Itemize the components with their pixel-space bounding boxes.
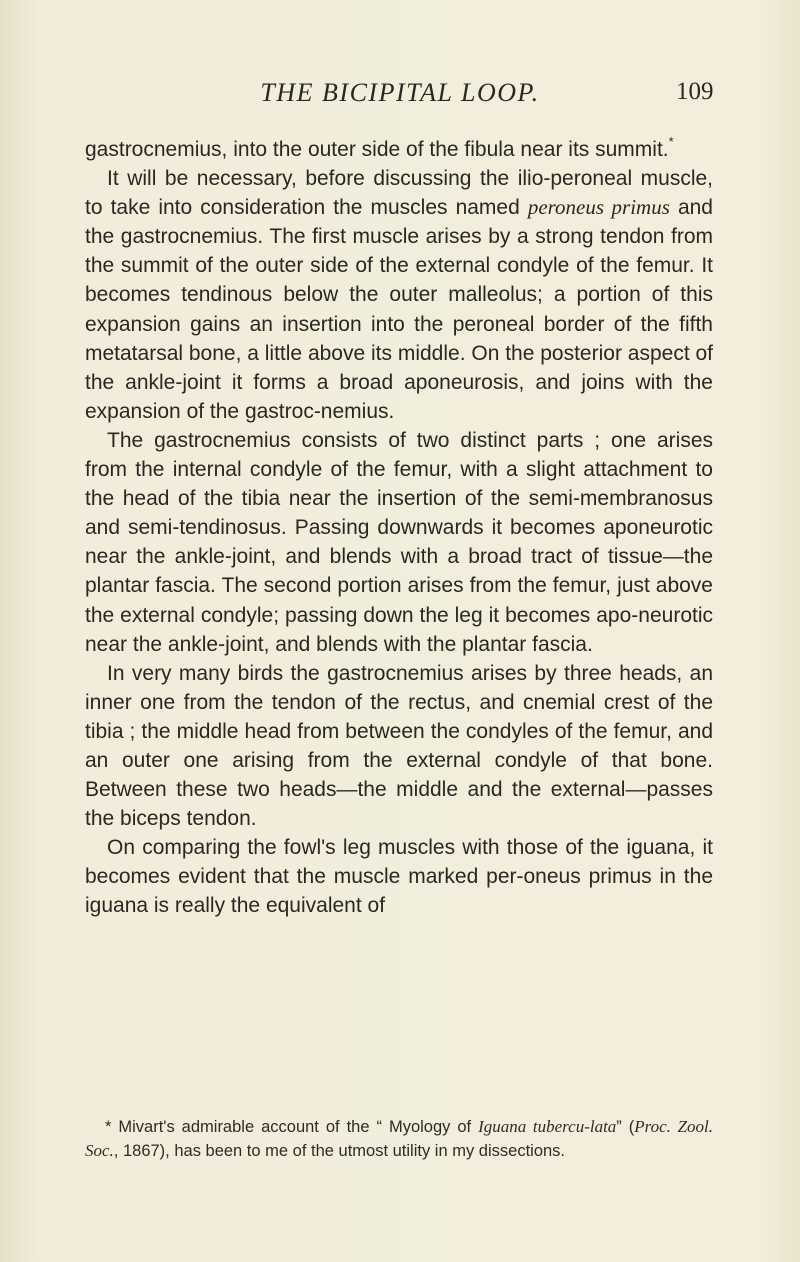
paragraph-peroneus [85,164,713,426]
running-head: THE BICIPITAL LOOP. [260,78,540,107]
text-run: and the gastrocnemius. The first muscle arises by a strong tendon from the summit of the outer side of the external condyle of the femur. It becomes tendinous below the outer malleolus; a portion of this expansion gains an insertion into the peroneal border of the fifth metatarsal bone, a little above its middle. On the posterior aspect of the ankle-joint it forms a broad aponeurosis, and joins with the expansion of the gastroc-nemius. [85,196,714,423]
italic-term: peroneus primus [527,195,670,220]
page-number: 109 [676,78,714,105]
text-run: The gastrocnemius consists of two distinct parts ; one arises from the internal condyle of the femur, with a slight attachment to the head of the tibia near the insertion of the semi-membranosus and semi-tendinosus. Passing downwards it becomes aponeurotic near the ankle-joint, and blends with a broad tract of tissue—the plantar fascia. The second portion arises from the femur, just above the external condyle; passing down the leg it becomes apo-neurotic near the ankle-joint, and blends with the plantar fascia. [85,428,713,656]
footnote-mark: * [105,1118,112,1136]
italic-journal: Proc. Zool. Soc. [85,1117,713,1160]
italic-title: Iguana tubercu-lata [478,1117,617,1136]
body-text [85,135,713,921]
text-run: Mivart's admirable account of the “ Myology of [111,1118,479,1136]
paragraph-comparison [85,833,713,920]
paragraph-birds [85,659,713,834]
footnote-reference: * [668,134,674,149]
text-run: , 1867), has been to me of the utmost utility in my dissections. [113,1142,566,1160]
text-run: gastrocnemius, into the outer side of the fibula near its summit. [85,138,669,161]
text-run: In very many birds the gastrocnemius arises by three heads, an inner one from the tendon of the rectus, and cnemial crest of the tibia ; the middle head from between the condyles of the femur, and an outer one arising from the external condyle of that bone. Between these two heads—the middle and the external—passes the biceps tendon. [85,661,713,831]
footnote [85,1115,713,1163]
page-header [0,78,800,112]
paragraph-continuation [85,135,713,164]
text-run: ” ( [616,1118,635,1136]
text-run: On comparing the fowl's leg muscles with those of the iguana, it becomes evident that the muscle marked per-oneus primus in the iguana is really the equivalent of [85,836,713,918]
paragraph-gastrocnemius [85,426,713,659]
text-run: It will be necessary, before discussing the ilio-peroneal muscle, to take into consideration the muscles named [85,167,713,220]
